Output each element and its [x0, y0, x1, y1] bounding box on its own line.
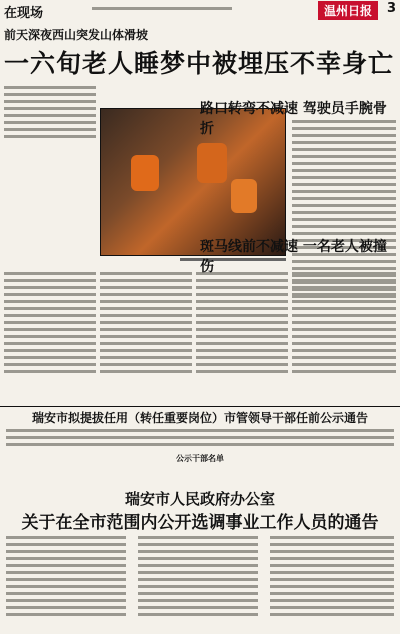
story-2-headline: 路口转弯不减速 驾驶员手腕骨折: [200, 101, 387, 137]
story-3-body: [292, 272, 396, 377]
page-number: 3: [386, 1, 396, 16]
gov-notice-body-2: [138, 536, 258, 620]
masthead-small-print: [92, 7, 232, 11]
gov-notice-title: 关于在全市范围内公开选调事业工作人员的通告: [21, 513, 379, 533]
section-name: 在现场: [4, 6, 44, 21]
lead-body-continued-2: [100, 272, 192, 377]
lead-body-continued: [4, 272, 96, 377]
lead-kicker: 前天深夜西山突发山体滑坡: [4, 28, 149, 42]
paper-name: 温州日报: [318, 1, 378, 20]
lead-headline: 一六旬老人睡梦中被埋压不幸身亡: [4, 49, 395, 78]
lead-body: [4, 86, 96, 142]
notice-title: 瑞安市拟提拔任用（转任重要岗位）市管领导干部任前公示通告: [31, 411, 368, 425]
notice-body: [6, 429, 394, 450]
story-3-headline: 斑马线前不减速 一名老人被撞伤: [200, 239, 387, 275]
gov-notice-body-1: [6, 536, 126, 620]
lead-body-continued-3: [196, 272, 288, 377]
gov-notice-body-3: [270, 536, 394, 620]
table-title: 公示干部名单: [176, 454, 224, 463]
appointment-notice: [0, 406, 400, 478]
gov-notice-issuer: 瑞安市人民政府办公室: [124, 490, 275, 508]
